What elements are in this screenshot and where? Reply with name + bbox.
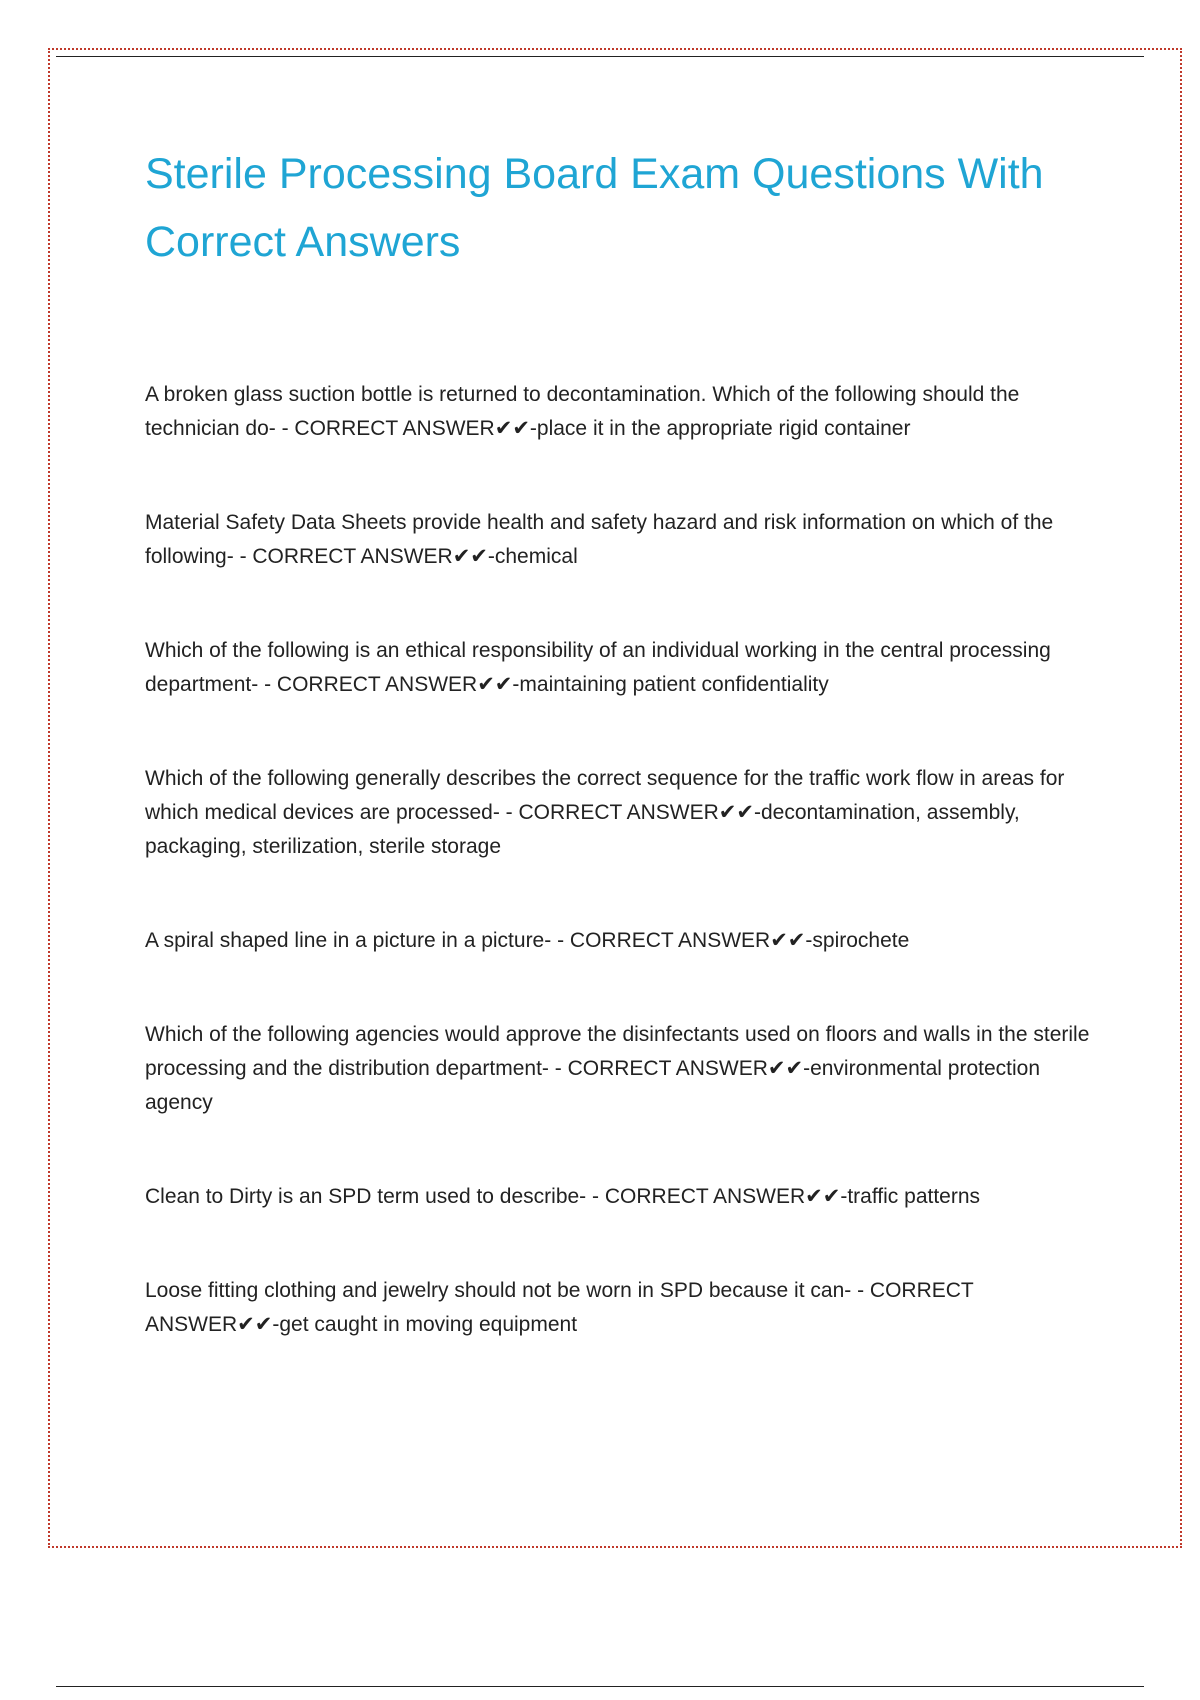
- qa-item: [145, 1274, 1095, 1342]
- answer-marker: - CORRECT ANSWER✔✔-: [281, 417, 537, 440]
- answer-text: maintaining patient confidentiality: [519, 673, 829, 696]
- qa-list: [145, 378, 1095, 1402]
- answer-marker: - CORRECT ANSWER✔✔-: [592, 1185, 848, 1208]
- answer-text: spirochete: [812, 929, 910, 952]
- answer-marker: - CORRECT ANSWER✔✔-: [239, 545, 495, 568]
- answer-text: place it in the appropriate rigid container: [536, 417, 911, 440]
- answer-text: traffic patterns: [847, 1185, 981, 1208]
- qa-item: [145, 378, 1095, 446]
- answer-text: chemical: [494, 545, 578, 568]
- qa-item: [145, 762, 1095, 864]
- footer-rule: [56, 1686, 1144, 1687]
- answer-text: get caught in moving equipment: [279, 1313, 578, 1336]
- answer-text: decontamination, assembly, packaging, sterilization, sterile storage: [145, 801, 1020, 858]
- qa-item: [145, 1018, 1095, 1120]
- answer-text: environmental protection agency: [145, 1057, 1041, 1114]
- question-text: Clean to Dirty is an SPD term used to describe-: [145, 1185, 587, 1208]
- answer-marker: - CORRECT ANSWER✔✔-: [557, 929, 813, 952]
- answer-marker: - CORRECT ANSWER✔✔-: [145, 1279, 974, 1336]
- question-text: Which of the following agencies would approve the disinfectants used on floors and walls in the sterile processing and the distribution department-: [145, 1023, 1090, 1080]
- header-rule: [56, 56, 1144, 57]
- question-text: Loose fitting clothing and jewelry should not be worn in SPD because it can-: [145, 1279, 852, 1302]
- answer-marker: - CORRECT ANSWER✔✔-: [505, 801, 761, 824]
- question-text: A spiral shaped line in a picture in a picture-: [145, 929, 552, 952]
- question-text: Which of the following is an ethical responsibility of an individual working in the central processing department-: [145, 639, 1051, 696]
- question-text: Material Safety Data Sheets provide health and safety hazard and risk information on which of the following-: [145, 511, 1054, 568]
- qa-item: [145, 506, 1095, 574]
- qa-item: [145, 1180, 1095, 1214]
- qa-item: [145, 924, 1095, 958]
- answer-marker: - CORRECT ANSWER✔✔-: [264, 673, 520, 696]
- question-text: Which of the following generally describes the correct sequence for the traffic work flow in areas for which medical devices are processed-: [145, 767, 1065, 824]
- question-text: A broken glass suction bottle is returned to decontamination. Which of the following should the technician do-: [145, 383, 1020, 440]
- answer-marker: - CORRECT ANSWER✔✔-: [554, 1057, 811, 1080]
- document-title: Sterile Processing Board Exam Questions With Correct Answers: [145, 150, 1044, 266]
- qa-item: [145, 634, 1095, 702]
